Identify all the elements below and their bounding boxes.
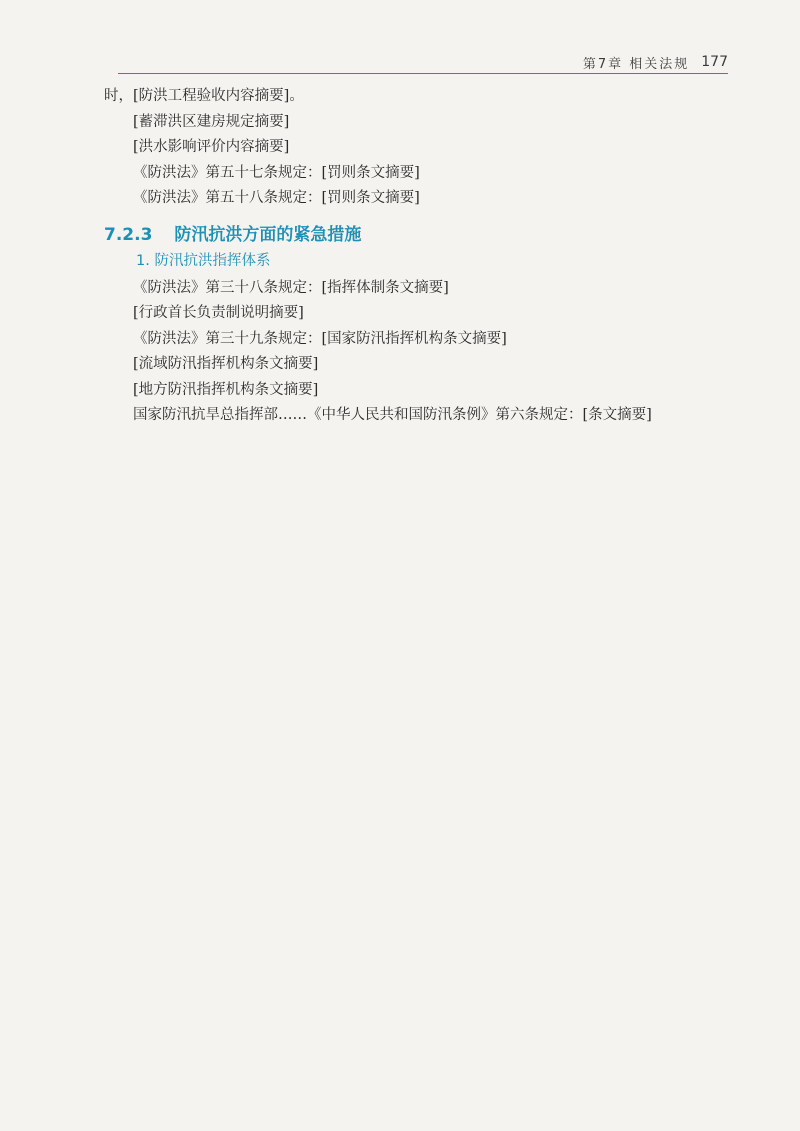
paragraph: [地方防汛指挥机构条文摘要] bbox=[133, 381, 319, 398]
page-number: 177 bbox=[701, 54, 728, 70]
section-number: 7.2.3 bbox=[104, 224, 153, 245]
paragraph: [行政首长负责制说明摘要] bbox=[133, 305, 304, 321]
paragraph: 《防洪法》第三十九条规定：[国家防汛指挥机构条文摘要] bbox=[133, 330, 507, 347]
paragraph: 《防洪法》第三十八条规定：[指挥体制条文摘要] bbox=[133, 279, 449, 296]
page-header bbox=[104, 48, 728, 76]
paragraph: 《防洪法》第五十八条规定：[罚则条文摘要] bbox=[133, 190, 420, 206]
paragraph: [蓄滞洪区建房规定摘要] bbox=[133, 113, 290, 130]
paragraph: 时，[防洪工程验收内容摘要]。 bbox=[104, 88, 304, 104]
section-heading bbox=[104, 220, 724, 245]
paragraph: 《防洪法》第五十七条规定：[罚则条文摘要] bbox=[133, 164, 420, 181]
body-text bbox=[104, 84, 724, 429]
paragraph: [洪水影响评价内容摘要] bbox=[133, 139, 290, 155]
paragraph: 国家防汛抗旱总指挥部……《中华人民共和国防汛条例》第六条规定：[条文摘要] bbox=[133, 407, 652, 423]
header-rule bbox=[118, 73, 728, 74]
chapter-title: 第7章 相关法规 bbox=[582, 56, 690, 72]
subsection-heading: 1. 防汛抗洪指挥体系 bbox=[136, 252, 271, 269]
paragraph: [流域防汛指挥机构条文摘要] bbox=[133, 356, 319, 372]
section-title: 防汛抗洪方面的紧急措施 bbox=[174, 224, 362, 245]
